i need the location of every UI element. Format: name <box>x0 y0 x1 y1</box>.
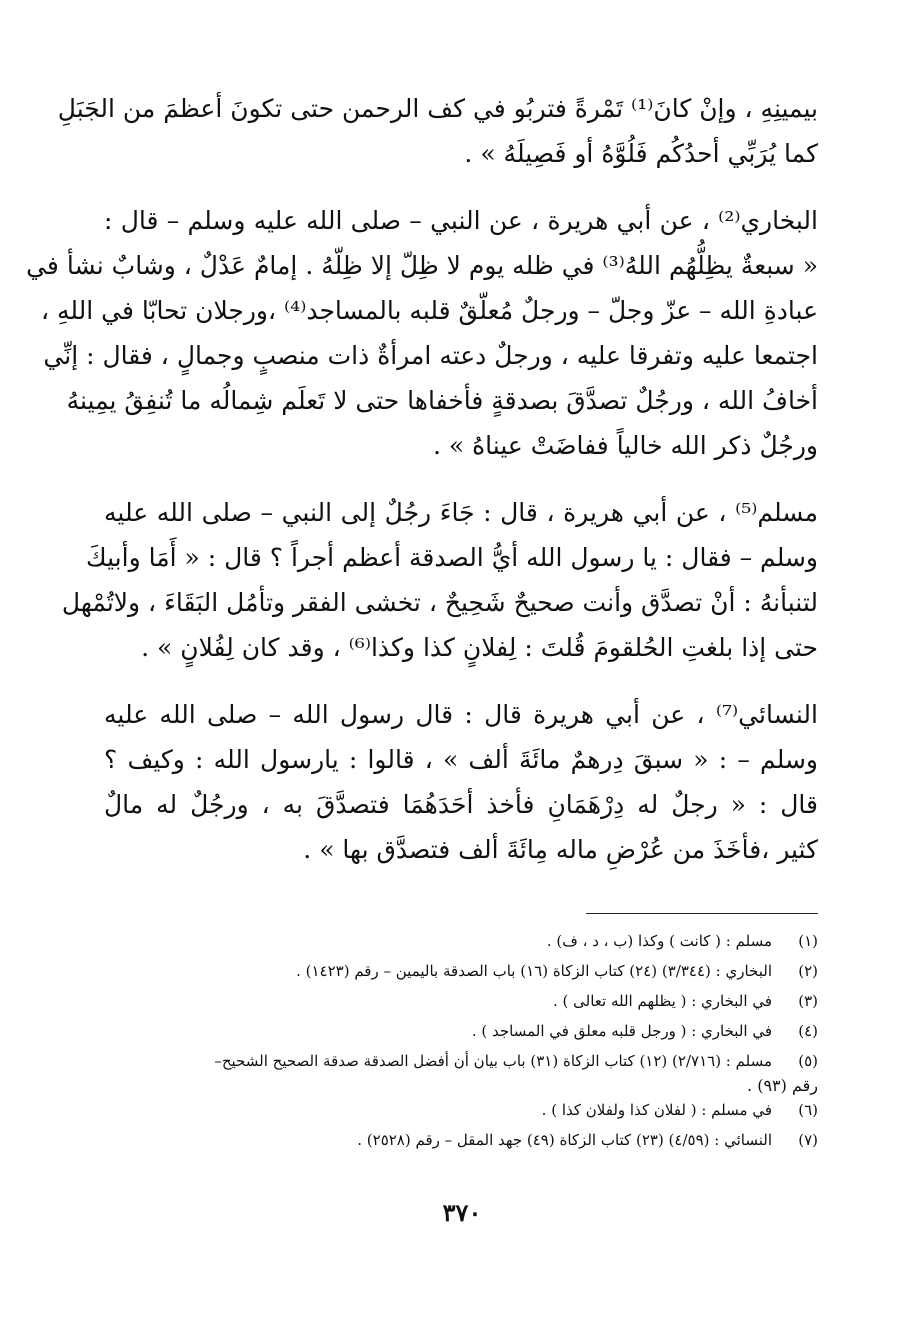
footnote-text: في البخاري : ( ورجل قلبه معلق في المساجد ) . <box>471 1022 772 1040</box>
main-text <box>26 86 818 894</box>
footnote-text: مسلم : (٢/٧١٦) (١٢) كتاب الزكاة (٣١) باب بيان أن أفضل الصدقة صدقة الصحيح الشحيح– <box>214 1052 772 1070</box>
text-line: مسلم⁽⁵⁾ ، عن أبي هريرة ، قال : جَاءَ رجُلٌ إلى النبي – صلى الله عليه <box>104 498 818 527</box>
footnote-5-continuation: رقم (٩٣) . <box>747 1076 818 1095</box>
footnote-number: (٦) <box>798 1101 818 1119</box>
footnote-text: النسائي : (٤/٥٩) (٢٣) كتاب الزكاة (٤٩) جهد المقل – رقم (٢٥٢٨) . <box>357 1131 772 1149</box>
footnotes <box>104 926 818 1155</box>
footnote-text: في البخاري : ( يظلهم الله تعالى ) . <box>553 992 772 1010</box>
footnote-number: (٤) <box>798 1022 818 1040</box>
paragraph-3 <box>61 490 818 670</box>
footnote-number: (٥) <box>798 1052 818 1070</box>
footnote-separator <box>586 913 818 914</box>
footnote-number: (٢) <box>798 962 818 980</box>
footnote-7 <box>104 1125 818 1155</box>
text-line: بيمينِهِ ، وإنْ كانَ⁽¹⁾ تَمْرةً فتربُو في كف الرحمن حتى تكونَ أعظمَ من الجَبَلِ <box>57 94 818 123</box>
text-line: لتنبأنهُ : أنْ تصدَّق وأنت صحيحٌ شَحِيحٌ ، تخشى الفقر وتأمُل البَقَاءَ ، ولاتُمْهل <box>61 588 818 617</box>
text-line: البخاري⁽²⁾ ، عن أبي هريرة ، عن النبي – صلى الله عليه وسلم – قال : <box>104 206 818 235</box>
text-line: قال : « رجلٌ له دِرْهَمَانِ فأخذ أحَدَهُمَا فتصدَّقَ به ، ورجُلٌ له مالٌ <box>104 790 818 819</box>
text-line: « سبعةٌ يظِلُّهُم اللهُ⁽³⁾ في ظله يوم لا ظِلّ إلا ظِلّهُ . إمامٌ عَدْلٌ ، وشابٌ نشأ في <box>26 251 818 280</box>
paragraph-4 <box>104 692 818 872</box>
text-line: كثير ،فأخَذَ من عُرْضِ ماله مِائَةَ ألف فتصدَّق بها » . <box>303 835 818 864</box>
footnote-2 <box>104 956 818 986</box>
paragraph-2 <box>26 198 818 468</box>
footnote-number: (١) <box>798 932 818 950</box>
paragraph-1 <box>57 86 818 176</box>
footnote-4 <box>104 1016 818 1046</box>
footnote-3 <box>104 986 818 1016</box>
text-line: اجتمعا عليه وتفرقا عليه ، ورجلٌ دعته امرأةٌ ذات منصبٍ وجمالٍ ، فقال : إنِّي <box>43 341 818 370</box>
footnote-text: في مسلم : ( لفلان كذا ولفلان كذا ) . <box>541 1101 772 1119</box>
footnote-6 <box>104 1095 818 1125</box>
footnote-text: البخاري : (٣/٣٤٤) (٢٤) كتاب الزكاة (١٦) باب الصدقة باليمين – رقم (١٤٢٣) . <box>296 962 772 980</box>
text-line: وسلم – فقال : يا رسول الله أيُّ الصدقة أعظم أجراً ؟ قال : « أَمَا وأبيكَ <box>86 543 818 572</box>
footnote-1 <box>104 926 818 956</box>
page-number: ٣٧٠ <box>442 1198 482 1227</box>
text-line: حتى إذا بلغتِ الحُلقومَ قُلتَ : لِفلانٍ كذا وكذا⁽⁶⁾ ، وقد كان لِفُلانٍ » . <box>141 633 818 662</box>
footnote-number: (٣) <box>798 992 818 1010</box>
text-line: كما يُرَبِّي أحدُكُم فَلُوَّهُ أو فَصِيلَهُ » . <box>464 139 818 168</box>
text-line: ورجُلٌ ذكر الله خالياً ففاضَتْ عيناهُ » . <box>432 431 818 460</box>
footnote-text: مسلم : ( كانت ) وكذا (ب ، د ، ف) . <box>546 932 772 950</box>
text-line: وسلم – : « سبقَ دِرهمٌ مائَةَ ألف » ، قالوا : يارسول الله : وكيف ؟ <box>104 745 818 774</box>
text-line: عبادةِ الله – عزّ وجلّ – ورجلٌ مُعلّقٌ قلبه بالمساجد⁽⁴⁾ ،ورجلان تحابّا في اللهِ ، <box>40 296 818 325</box>
footnote-number: (٧) <box>798 1131 818 1149</box>
text-line: أخافُ الله ، ورجُلٌ تصدَّقَ بصدقةٍ فأخفاها حتى لا تَعلَم شِمالُه ما تُنفِقُ يمِينهُ <box>66 386 818 415</box>
footnote-5 <box>104 1046 818 1076</box>
text-line: النسائي⁽⁷⁾ ، عن أبي هريرة قال : قال رسول الله – صلى الله عليه <box>104 700 818 729</box>
